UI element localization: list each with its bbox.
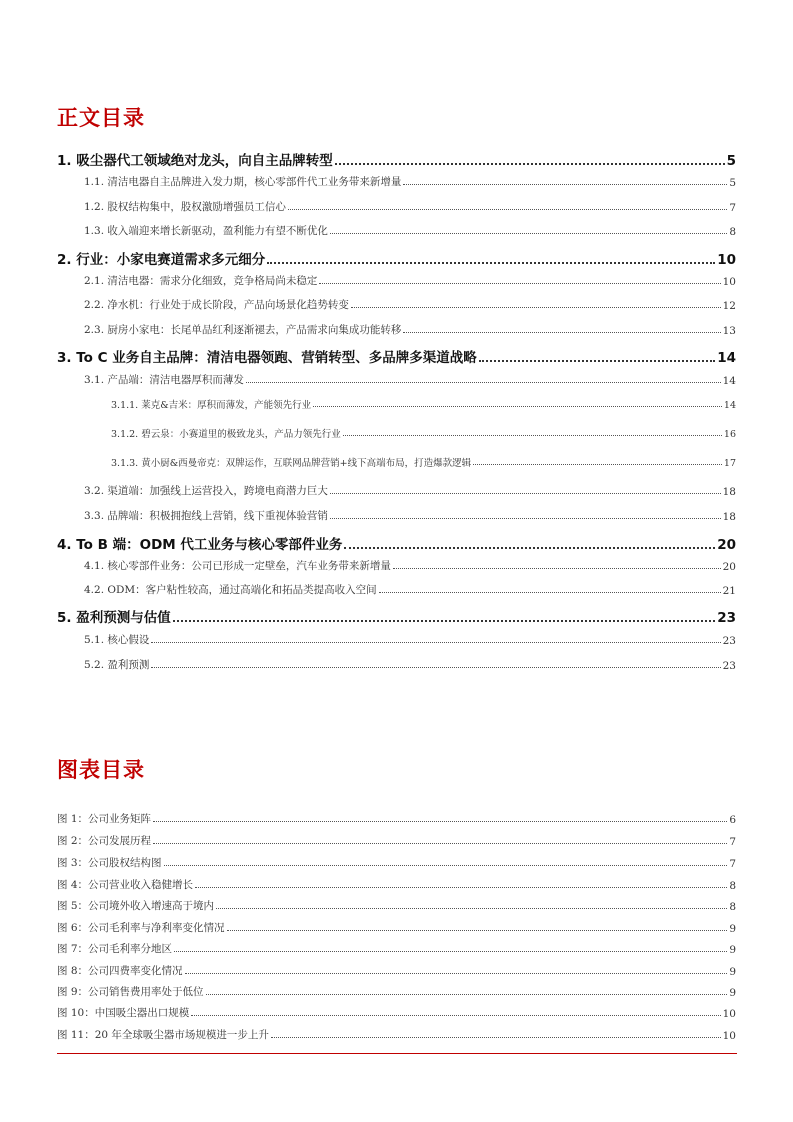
toc-entry[interactable] [84,174,736,189]
leader-dots [246,382,721,383]
figure-entry-text: 图 7：公司毛利率分地区 [57,943,173,955]
figure-entry-text: 图 4：公司营业收入稳健增长 [57,879,194,891]
figure-entry-text: 图 9：公司销售费用率处于低位 [57,986,204,998]
leader-dots [319,283,720,284]
figure-entry[interactable] [57,898,736,913]
toc-entry[interactable] [111,455,736,469]
toc-entry[interactable] [84,582,736,597]
toc-entry-text: 2.2. 净水机：行业处于成长阶段，产品向场景化趋势转变 [84,299,349,311]
figure-entry[interactable] [57,963,736,978]
toc-entry[interactable] [84,297,736,312]
toc-entry[interactable] [84,199,736,214]
toc-entry[interactable] [84,322,736,337]
figure-entry-text: 图 5：公司境外收入增速高于境内 [57,900,215,912]
leader-dots [343,435,722,436]
toc-entry[interactable] [57,533,736,553]
toc-title: 正文目录 [57,106,145,130]
toc-entry-text: 3.2. 渠道端：加强线上运营投入，跨境电商潜力巨大 [84,485,328,497]
leader-dots [227,930,728,931]
toc-entry[interactable] [84,558,736,573]
toc-entry-text: 3.1. 产品端：清洁电器厚积而薄发 [84,374,244,386]
toc-entry-page: 18 [722,486,736,498]
leader-dots [330,518,721,519]
toc-entry-text: 2.1. 清洁电器：需求分化细致，竞争格局尚未稳定 [84,275,318,287]
leader-dots [151,642,720,643]
figures-title: 图表目录 [57,758,145,782]
toc-entry-page: 7 [729,202,736,214]
toc-entry[interactable] [84,632,736,647]
toc-entry[interactable] [111,397,736,411]
toc-entry-page: 12 [722,300,736,312]
toc-entry-text: 3.1.3. 黄小厨&西曼帝克：双牌运作，互联网品牌营销+线下高端布局，打造爆款逻辑 [111,458,472,469]
toc-entry-text: 2. 行业：小家电赛道需求多元细分 [57,252,266,268]
toc-entry-page: 14 [722,375,736,387]
toc-entry-text: 4. To B 端：ODM 代工业务与核心零部件业务 [57,537,343,553]
leader-dots [344,547,715,549]
toc-entry-text: 4.1. 核心零部件业务：公司已形成一定壁垒，汽车业务带来新增量 [84,560,391,572]
toc-entry-text: 2.3. 厨房小家电：长尾单品红利逐渐褪去，产品需求向集成功能转移 [84,324,402,336]
leader-dots [173,620,715,622]
leader-dots [473,464,722,465]
figure-entry-text: 图 2：公司发展历程 [57,835,152,847]
toc-entry-text: 5.1. 核心假设 [84,634,150,646]
figure-entry-text: 图 11：20 年全球吸尘器市场规模进一步上升 [57,1029,269,1041]
leader-dots [267,262,715,264]
figure-entry[interactable] [57,920,736,935]
leader-dots [479,360,715,362]
toc-entry-page: 13 [722,325,736,337]
figure-entry[interactable] [57,811,736,826]
figure-entry-page: 10 [722,1008,736,1020]
figure-entry-page: 8 [729,901,736,913]
footer-divider [57,1053,737,1054]
leader-dots [393,568,721,569]
leader-dots [191,1015,720,1016]
leader-dots [379,592,721,593]
leader-dots [313,406,722,407]
leader-dots [151,667,720,668]
figure-entry-text: 图 1：公司业务矩阵 [57,813,152,825]
leader-dots [351,307,721,308]
figure-entry-page: 9 [729,923,736,935]
toc-entry-page: 5 [729,177,736,189]
figure-entry-text: 图 10：中国吸尘器出口规模 [57,1007,190,1019]
figure-entry-page: 9 [729,987,736,999]
figure-entry[interactable] [57,877,736,892]
toc-entry-page: 5 [726,153,736,169]
leader-dots [195,887,727,888]
toc-entry-page: 23 [722,635,736,647]
figure-entry-text: 图 6：公司毛利率与净利率变化情况 [57,922,225,934]
toc-entry[interactable] [84,372,736,387]
leader-dots [403,184,727,185]
toc-entry-text: 3. To C 业务自主品牌：清洁电器领跑、营销转型、多品牌多渠道战略 [57,350,477,366]
leader-dots [271,1037,721,1038]
figure-entry-text: 图 8：公司四费率变化情况 [57,965,183,977]
toc-entry[interactable] [84,223,736,238]
figure-entry-page: 7 [729,858,736,870]
leader-dots [216,908,727,909]
leader-dots [153,821,727,822]
toc-entry[interactable] [84,273,736,288]
toc-entry-page: 10 [722,276,736,288]
leader-dots [174,951,727,952]
toc-entry[interactable] [84,508,736,523]
leader-dots [288,209,727,210]
toc-entry-text: 1.1. 清洁电器自主品牌进入发力期，核心零部件代工业务带来新增量 [84,176,402,188]
figure-entry-page: 6 [729,814,736,826]
toc-entry-text: 1.3. 收入端迎来增长新驱动，盈利能力有望不断优化 [84,225,328,237]
figure-entry-page: 8 [729,880,736,892]
toc-entry-page: 17 [723,458,736,469]
toc-entry-text: 3.1.2. 碧云泉：小赛道里的极致龙头，产品力领先行业 [111,429,341,440]
toc-entry-page: 21 [722,585,736,597]
leader-dots [403,332,720,333]
toc-entry[interactable] [84,657,736,672]
figure-entry-page: 7 [729,836,736,848]
toc-entry-page: 23 [717,610,736,626]
toc-entry[interactable] [57,606,736,626]
toc-entry[interactable] [111,426,736,440]
leader-dots [153,843,727,844]
toc-entry[interactable] [57,149,736,169]
toc-entry-text: 3.1.1. 莱克&吉米：厚积而薄发，产能领先行业 [111,400,312,411]
toc-entry-text: 3.3. 品牌端：积极拥抱线上营销，线下重视体验营销 [84,510,328,522]
toc-entry[interactable] [57,248,736,268]
toc-entry-page: 20 [722,561,736,573]
figure-entry[interactable] [57,833,736,848]
figure-entry-page: 10 [722,1030,736,1042]
figure-entry[interactable] [57,941,736,956]
toc-entry[interactable] [57,346,736,366]
figure-entry-text: 图 3：公司股权结构图 [57,857,162,869]
toc-entry-page: 8 [729,226,736,238]
toc-entry-page: 14 [717,350,736,366]
toc-entry-page: 16 [723,429,736,440]
toc-entry-text: 5.2. 盈利预测 [84,659,150,671]
figure-entry[interactable] [57,1027,736,1042]
figure-entry[interactable] [57,855,736,870]
toc-entry-text: 4.2. ODM：客户粘性较高，通过高端化和拓品类提高收入空间 [84,584,377,596]
leader-dots [330,493,721,494]
toc-entry-page: 10 [717,252,736,268]
leader-dots [164,865,728,866]
toc-entry-text: 5. 盈利预测与估值 [57,610,171,626]
figure-entry[interactable] [57,984,736,999]
figure-entry[interactable] [57,1005,736,1020]
leader-dots [335,163,725,165]
toc-entry-page: 23 [722,660,736,672]
figure-entry-page: 9 [729,944,736,956]
toc-entry-page: 20 [717,537,736,553]
toc-entry-page: 14 [723,400,736,411]
toc-entry-page: 18 [722,511,736,523]
leader-dots [185,973,728,974]
toc-entry-text: 1. 吸尘器代工领域绝对龙头，向自主品牌转型 [57,153,333,169]
toc-entry-text: 1.2. 股权结构集中，股权激励增强员工信心 [84,201,286,213]
leader-dots [330,233,727,234]
leader-dots [206,994,728,995]
figure-entry-page: 9 [729,966,736,978]
toc-entry[interactable] [84,483,736,498]
